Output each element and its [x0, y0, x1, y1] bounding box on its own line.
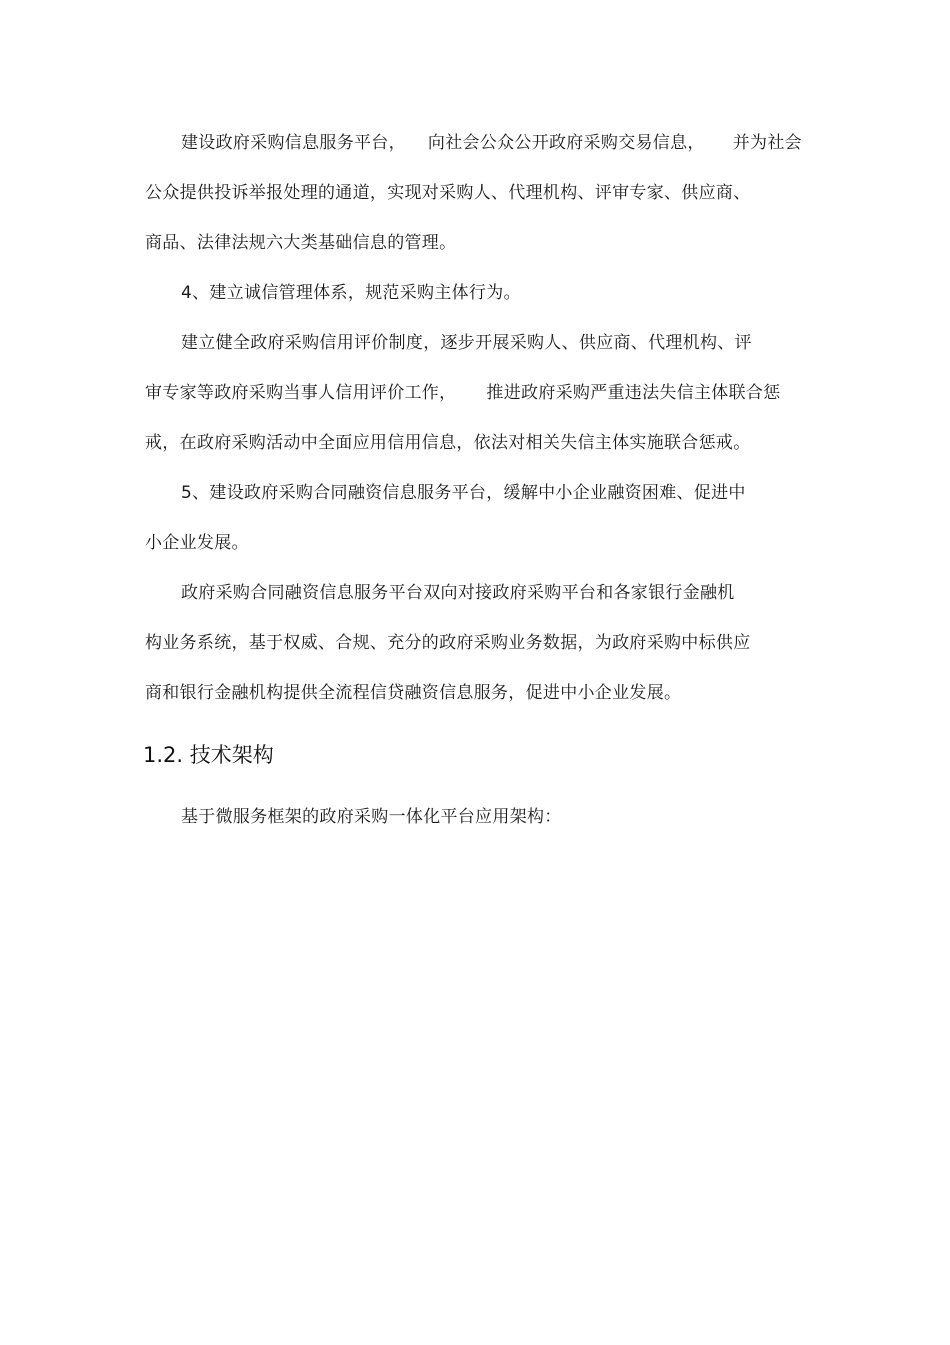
p1-line1-part-a: 建设政府采购信息服务平台， [181, 133, 406, 153]
p5-line2: 构业务系统，基于权威、合规、充分的政府采购业务数据，为政府采购中标供应 [145, 633, 751, 653]
p5-line1: 政府采购合同融资信息服务平台双向对接政府采购平台和各家银行金融机 [181, 583, 735, 603]
p4-line2: 小企业发展。 [145, 533, 249, 553]
p3-line1: 建立健全政府采购信用评价制度，逐步开展采购人、供应商、代理机构、评 [181, 333, 752, 353]
section-heading: 1.2. 技术架构 [143, 743, 274, 767]
p5-line3: 商和银行金融机构提供全流程信贷融资信息服务，促进中小企业发展。 [145, 683, 682, 703]
p4-line1: 5、建设政府采购合同融资信息服务平台，缓解中小企业融资困难、促进中 [181, 483, 746, 503]
p3-line3: 戒，在政府采购活动中全面应用信用信息，依法对相关失信主体实施联合惩戒。 [145, 433, 751, 453]
p3-line2-part-b: 推进政府采购严重违法失信主体联合惩 [486, 383, 781, 403]
p1-line1 [181, 132, 802, 154]
p3-line2-part-a: 审专家等政府采购当事人信用评价工作， [145, 383, 457, 403]
p1-line2: 公众提供投诉举报处理的通道，实现对采购人、代理机构、评审专家、供应商、 [145, 183, 751, 203]
p1-line1-part-c: 并为社会 [732, 133, 802, 153]
p2-line1: 4、建立诚信管理体系，规范采购主体行为。 [181, 283, 521, 303]
p1-line3: 商品、法律法规六大类基础信息的管理。 [145, 233, 457, 253]
p3-line2 [145, 382, 781, 404]
p1-line1-part-b: 向社会公众公开政府采购交易信息， [427, 133, 705, 153]
section-intro: 基于微服务框架的政府采购一体化平台应用架构： [181, 807, 562, 827]
